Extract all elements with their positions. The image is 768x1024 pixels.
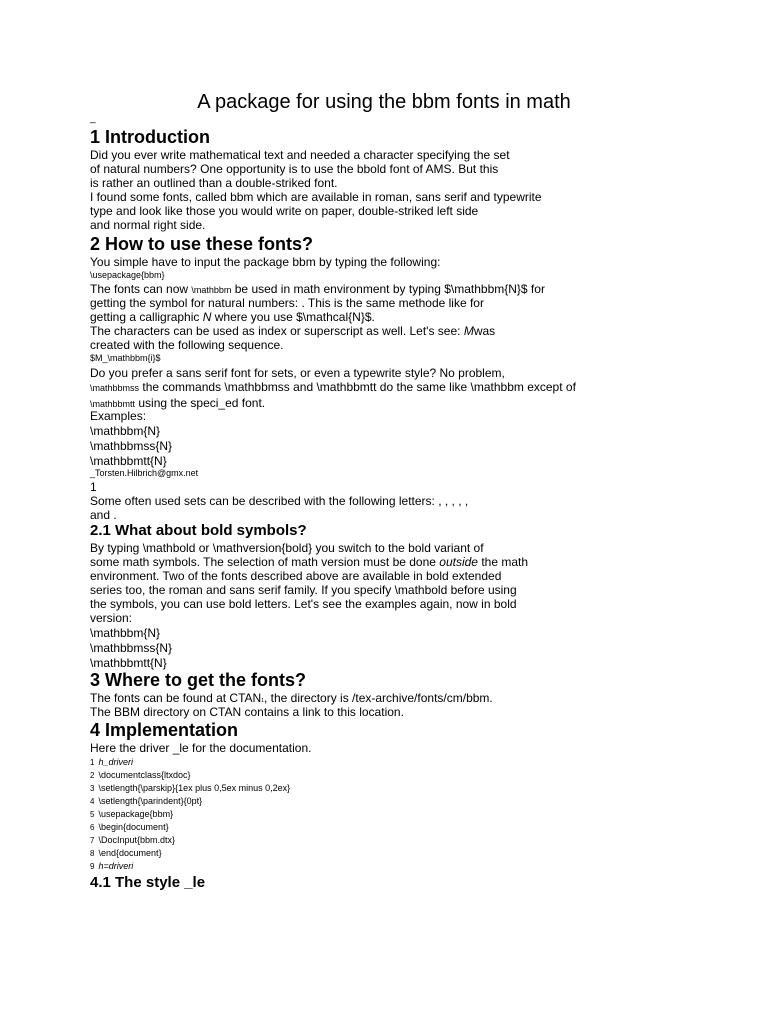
text-fragment: The fonts can now bbox=[90, 282, 192, 296]
code-snippet: $M_\mathbbm{i}$ bbox=[90, 353, 161, 363]
code-line bbox=[90, 770, 191, 781]
line-number: 7 bbox=[90, 836, 95, 845]
code-text: \begin{document} bbox=[98, 822, 169, 832]
paragraph-line: Do you prefer a sans serif font for sets, or even a typewrite style? No problem, bbox=[90, 366, 505, 380]
paragraph-line: created with the following sequence. bbox=[90, 338, 284, 352]
line-number: 3 bbox=[90, 784, 95, 793]
section-heading-implementation: 4 Implementation bbox=[90, 720, 239, 740]
command-fragment: \mathbbm bbox=[191, 285, 232, 295]
code-text: h=driveri bbox=[98, 861, 134, 871]
example-line: \mathbbmtt{N} bbox=[90, 656, 167, 670]
title-footnote-mark: _ bbox=[90, 113, 96, 124]
paragraph-line: environment. Two of the fonts described above are available in bold extended bbox=[90, 569, 502, 583]
paragraph-line: of natural numbers? One opportunity is to use the bbold font of AMS. But this bbox=[90, 162, 499, 176]
paragraph-line bbox=[90, 310, 375, 324]
example-line: \mathbbm{N} bbox=[90, 626, 161, 640]
command-fragment: \mathbbmss bbox=[90, 383, 140, 393]
text-fragment: the commands \mathbbmss and \mathbbmtt do the same like \mathbbm except of bbox=[139, 380, 576, 394]
paragraph-line: and normal right side. bbox=[90, 218, 206, 232]
paragraph-line: type and look like those you would write on paper, double-striked left side bbox=[90, 204, 479, 218]
paragraph-line: I found some fonts, called bbm which are available in roman, sans serif and typewrite bbox=[90, 190, 542, 204]
text-fragment: was bbox=[473, 324, 496, 338]
footnote: _Torsten.Hilbrich@gmx.net bbox=[90, 468, 199, 478]
command-fragment: \mathbbmtt bbox=[90, 399, 136, 409]
code-line bbox=[90, 861, 133, 872]
code-line bbox=[90, 809, 173, 820]
paragraph-line: Examples: bbox=[90, 409, 147, 423]
code-line bbox=[90, 848, 162, 859]
code-line bbox=[90, 835, 175, 846]
paragraph-line: Did you ever write mathematical text and needed a character specifying the set bbox=[90, 148, 510, 162]
section-heading-introduction: 1 Introduction bbox=[90, 127, 210, 147]
paragraph-line: The BBM directory on CTAN contains a link to this location. bbox=[90, 705, 404, 719]
paragraph-line bbox=[90, 380, 576, 394]
text-fragment: using the speci_ed font. bbox=[135, 396, 266, 410]
code-line bbox=[90, 757, 133, 768]
line-number: 5 bbox=[90, 810, 95, 819]
section-heading-where-to-get: 3 Where to get the fonts? bbox=[90, 670, 306, 690]
line-number: 2 bbox=[90, 771, 95, 780]
code-text: \setlength{\parindent}{0pt} bbox=[98, 796, 203, 806]
paragraph-line: version: bbox=[90, 611, 133, 625]
code-line bbox=[90, 783, 290, 794]
example-line: \mathbbmss{N} bbox=[90, 641, 173, 655]
code-line bbox=[90, 796, 202, 807]
paragraph-line: is rather an outlined than a double-striked font. bbox=[90, 176, 338, 190]
line-number: 6 bbox=[90, 823, 95, 832]
text-fragment: The fonts can be found at CTAN bbox=[90, 691, 262, 705]
code-text: \documentclass{ltxdoc} bbox=[98, 770, 191, 780]
text-fragment: be used in math environment by typing $\mathbbm{N}$ for bbox=[231, 282, 545, 296]
example-line: \mathbbmss{N} bbox=[90, 439, 173, 453]
paragraph-line bbox=[90, 396, 265, 410]
paragraph-line: getting the symbol for natural numbers: . This is the same methode like for bbox=[90, 296, 484, 310]
code-text: \setlength{\parskip}{1ex plus 0,5ex minus 0,2ex} bbox=[98, 783, 291, 793]
text-fragment: some math symbols. The selection of math version must be done bbox=[90, 555, 440, 569]
code-text: \end{document} bbox=[98, 848, 162, 858]
code-line bbox=[90, 822, 169, 833]
paragraph-line bbox=[90, 555, 528, 569]
section-heading-style-file: 4.1 The style _le bbox=[90, 874, 206, 891]
paragraph-line: the symbols, you can use bold letters. Let's see the examples again, now in bold bbox=[90, 597, 517, 611]
paragraph-line: By typing \mathbold or \mathversion{bold} you switch to the bold variant of bbox=[90, 541, 484, 555]
paragraph-line bbox=[90, 324, 495, 338]
footnote-marker: 1 bbox=[261, 698, 264, 704]
italic-fragment: M bbox=[463, 324, 474, 338]
text-fragment: where you use $\mathcal{N}$. bbox=[211, 310, 375, 324]
paragraph-line bbox=[90, 282, 545, 296]
text-fragment: , the directory is /tex-archive/fonts/cm/bbm. bbox=[264, 691, 493, 705]
paragraph-line: series too, the roman and sans serif family. If you specify \mathbold before using bbox=[90, 583, 517, 597]
code-text: \DocInput{bbm.dtx} bbox=[98, 835, 176, 845]
paragraph-line: and . bbox=[90, 508, 117, 522]
example-line: \mathbbmtt{N} bbox=[90, 454, 167, 468]
text-fragment: getting a calligraphic bbox=[90, 310, 203, 324]
paragraph-line: Here the driver _le for the documentation. bbox=[90, 741, 312, 755]
section-heading-bold-symbols: 2.1 What about bold symbols? bbox=[90, 522, 307, 539]
line-number: 1 bbox=[90, 758, 95, 767]
section-heading-how-to-use: 2 How to use these fonts? bbox=[90, 234, 314, 254]
paragraph-line: Some often used sets can be described with the following letters: , , , , , bbox=[90, 494, 469, 508]
text-fragment: The characters can be used as index or superscript as well. Let's see: bbox=[90, 324, 464, 338]
code-text: h_driveri bbox=[98, 757, 134, 767]
code-text: \usepackage{bbm} bbox=[98, 809, 174, 819]
page-number: 1 bbox=[90, 480, 97, 494]
code-snippet: \usepackage{bbm} bbox=[90, 270, 165, 280]
document-title: A package for using the bbm fonts in math bbox=[197, 91, 571, 113]
text-fragment: the math bbox=[477, 555, 529, 569]
italic-fragment: N bbox=[202, 310, 212, 324]
italic-fragment: outside bbox=[439, 555, 478, 569]
line-number: 8 bbox=[90, 849, 95, 858]
line-number: 9 bbox=[90, 862, 95, 871]
line-number: 4 bbox=[90, 797, 95, 806]
paragraph-line: You simple have to input the package bbm by typing the following: bbox=[90, 255, 441, 269]
example-line: \mathbbm{N} bbox=[90, 424, 161, 438]
